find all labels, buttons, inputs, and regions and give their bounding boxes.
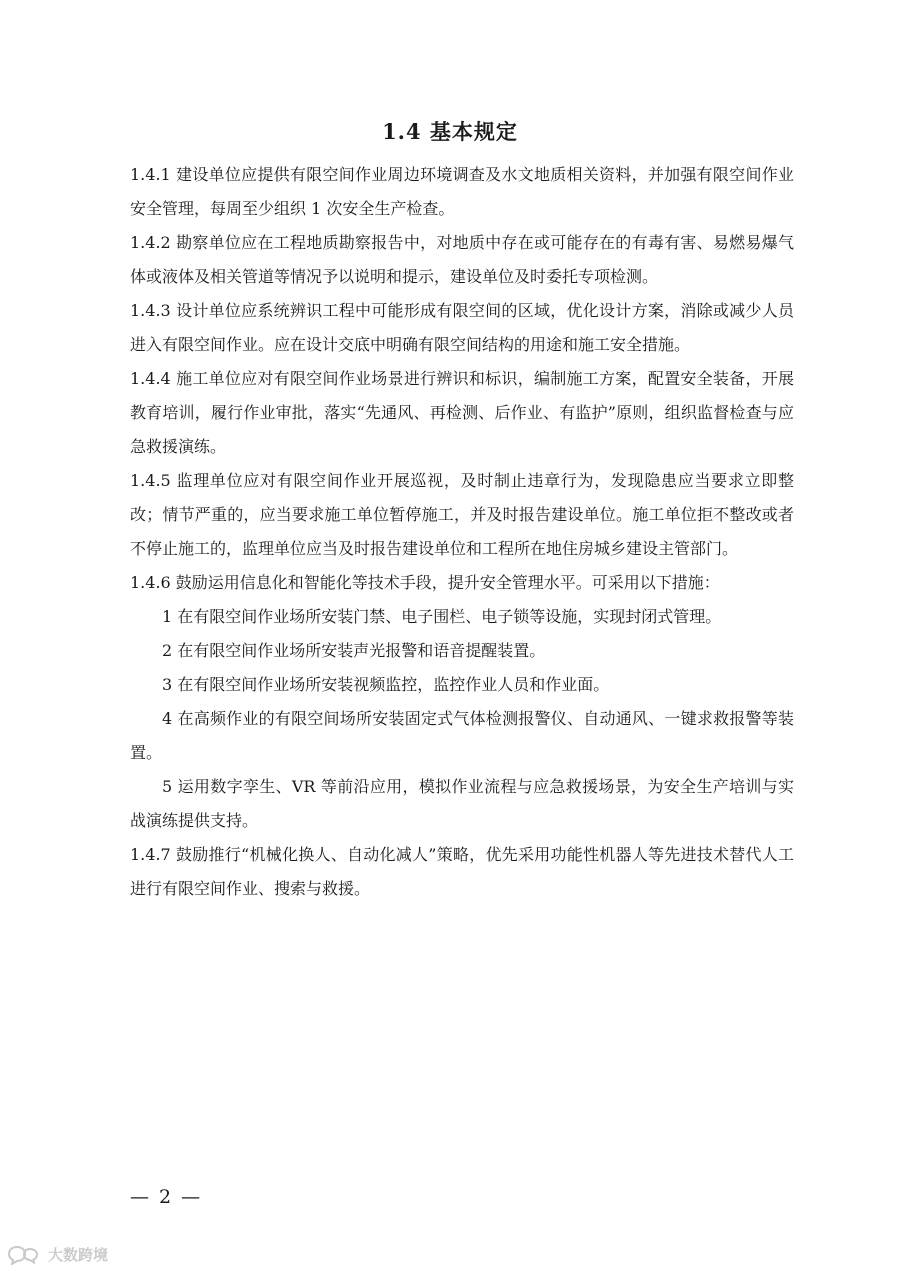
section-title: 1.4 基本规定: [382, 119, 518, 144]
list-item-3: 3 在有限空间作业场所安装视频监控，监控作业人员和作业面。: [162, 675, 610, 694]
paragraph-1-4-6: 1.4.6 鼓励运用信息化和智能化等技术手段，提升安全管理水平。可采用以下措施：: [130, 573, 720, 592]
paragraph-1-4-5: 1.4.5 监理单位应对有限空间作业开展巡视，及时制止违章行为，发现隐患应当要求立即整改；情节严重的，应当要求施工单位暂停施工，并及时报告建设单位。施工单位拒不整改或者不停止施工的，监理单位应当及时报告建设单位和工程所在地住房城乡建设主管部门。: [130, 471, 794, 558]
watermark-text: 大数跨境: [48, 1246, 109, 1264]
list-item-4: 4 在高频作业的有限空间场所安装固定式气体检测报警仪、自动通风、一键求救报警等装置。: [130, 709, 794, 762]
watermark: [8, 1244, 108, 1265]
paragraph-1-4-1: 1.4.1 建设单位应提供有限空间作业周边环境调查及水文地质相关资料，并加强有限空间作业安全管理，每周至少组织 1 次安全生产检查。: [130, 165, 794, 218]
list-item-1: 1 在有限空间作业场所安装门禁、电子围栏、电子锁等设施，实现封闭式管理。: [162, 607, 722, 626]
page-number: — 2 —: [130, 1186, 203, 1208]
list-item-5: 5 运用数字孪生、VR 等前沿应用，模拟作业流程与应急救援场景，为安全生产培训与实战演练提供支持。: [130, 777, 794, 830]
document-body: [130, 158, 794, 906]
list-item-2: 2 在有限空间作业场所安装声光报警和语音提醒装置。: [162, 641, 546, 660]
chat-bubbles-icon: [8, 1245, 42, 1265]
paragraph-1-4-4: 1.4.4 施工单位应对有限空间作业场景进行辨识和标识，编制施工方案，配置安全装备，开展教育培训，履行作业审批，落实“先通风、再检测、后作业、有监护”原则，组织监督检查与应急救援演练。: [130, 369, 794, 456]
paragraph-1-4-7: 1.4.7 鼓励推行“机械化换人、自动化减人”策略，优先采用功能性机器人等先进技术替代人工进行有限空间作业、搜索与救援。: [130, 845, 794, 898]
paragraph-1-4-3: 1.4.3 设计单位应系统辨识工程中可能形成有限空间的区域，优化设计方案，消除或减少人员进入有限空间作业。应在设计交底中明确有限空间结构的用途和施工安全措施。: [130, 301, 794, 354]
paragraph-1-4-2: 1.4.2 勘察单位应在工程地质勘察报告中，对地质中存在或可能存在的有毒有害、易燃易爆气体或液体及相关管道等情况予以说明和提示，建设单位及时委托专项检测。: [130, 233, 794, 286]
